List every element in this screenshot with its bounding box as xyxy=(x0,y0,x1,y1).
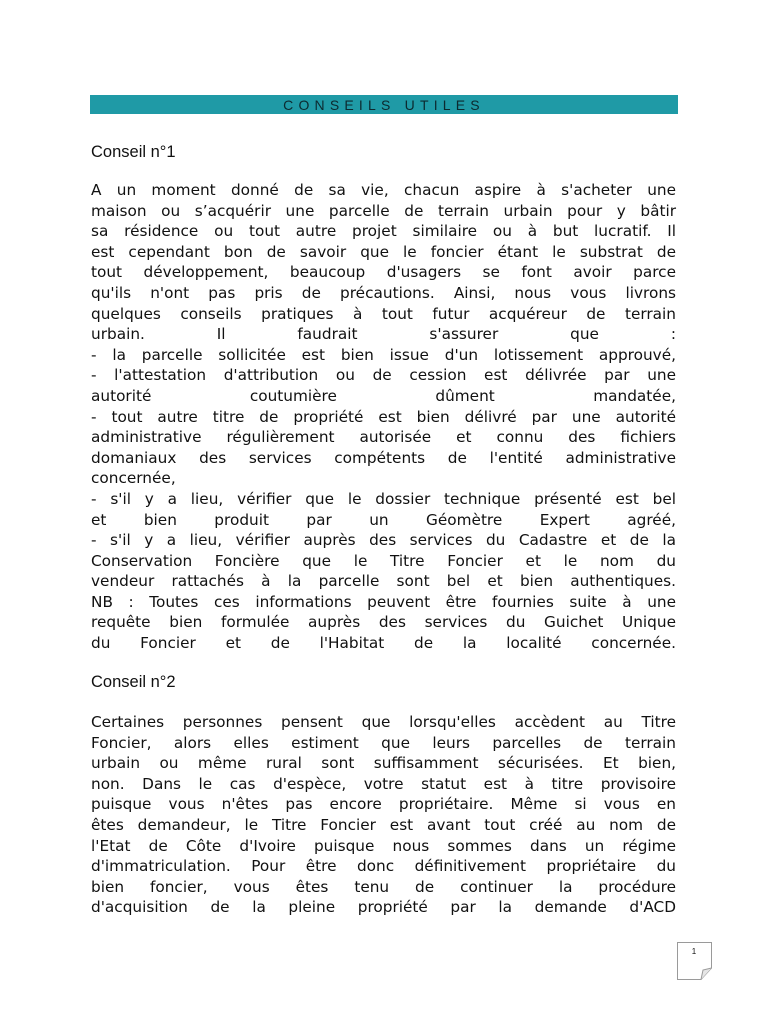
text-line: concernée, xyxy=(91,469,176,488)
text-line: domaniaux des services compétents de l'entité administrative xyxy=(91,448,676,467)
text-line: qu'ils n'ont pas pris de précautions. Ainsi, nous vous livrons xyxy=(91,283,676,302)
text-line: et bien produit par un Géomètre Expert agréé, xyxy=(91,510,676,529)
text-line: - s'il y a lieu, vérifier auprès des services du Cadastre et de la xyxy=(91,531,676,550)
text-line: Conservation Foncière que le Titre Foncier et le nom du xyxy=(91,551,676,570)
text-line: d'acquisition de la pleine propriété par la demande d'ACD xyxy=(91,898,676,917)
text-line: Foncier, alors elles estiment que leurs parcelles de terrain xyxy=(91,733,676,752)
text-line: êtes demandeur, le Titre Foncier est avant tout créé au nom de xyxy=(91,815,676,834)
page-number: 1 xyxy=(691,947,697,956)
text-line: NB : Toutes ces informations peuvent être fournies suite à une xyxy=(91,592,676,611)
text-line: autorité coutumière dûment mandatée, xyxy=(91,386,676,405)
text-line: urbain. Il faudrait s'assurer que : xyxy=(91,325,676,344)
text-line: bien foncier, vous êtes tenu de continuer la procédure xyxy=(91,877,676,896)
text-line: d'immatriculation. Pour être donc définitivement propriétaire du xyxy=(91,857,676,876)
text-line: est cependant bon de savoir que le foncier étant le substrat de xyxy=(91,242,676,261)
text-line: administrative régulièrement autorisée et connu des fichiers xyxy=(91,428,676,447)
text-line: puisque vous n'êtes pas encore propriétaire. Même si vous en xyxy=(91,795,676,814)
title-banner xyxy=(90,95,678,114)
section-heading-2: Conseil n°2 xyxy=(91,673,176,691)
text-line: - la parcelle sollicitée est bien issue d'un lotissement approuvé, xyxy=(91,345,676,364)
text-line: sa résidence ou tout autre projet similaire ou à but lucratif. Il xyxy=(91,222,676,241)
text-line: urbain ou même rural sont suffisamment sécurisées. Et bien, xyxy=(91,754,676,773)
page-title: CONSEILS UTILES xyxy=(283,96,485,113)
page-number-badge xyxy=(677,942,713,980)
text-line: du Foncier et de l'Habitat de la localité concernée. xyxy=(91,634,676,653)
section-heading-1: Conseil n°1 xyxy=(91,143,176,161)
text-line: Certaines personnes pensent que lorsqu'elles accèdent au Titre xyxy=(91,713,676,731)
text-line: - tout autre titre de propriété est bien délivré par une autorité xyxy=(91,407,676,426)
section-body-2 xyxy=(91,712,676,918)
section-body-1 xyxy=(91,180,676,654)
text-line: vendeur rattachés à la parcelle sont bel et bien authentiques. xyxy=(91,572,676,591)
text-line: maison ou s’acquérir une parcelle de terrain urbain pour y bâtir xyxy=(91,201,676,220)
text-line: A un moment donné de sa vie, chacun aspire à s'acheter une xyxy=(91,181,676,199)
text-line: requête bien formulée auprès des services du Guichet Unique xyxy=(91,613,676,632)
text-line: non. Dans le cas d'espèce, votre statut est à titre provisoire xyxy=(91,774,676,793)
text-line: tout développement, beaucoup d'usagers se font avoir parce xyxy=(91,263,676,282)
text-line: - l'attestation d'attribution ou de cession est délivrée par une xyxy=(91,366,676,385)
text-line: l'Etat de Côte d'Ivoire puisque nous sommes dans un régime xyxy=(91,836,676,855)
text-line: quelques conseils pratiques à tout futur acquéreur de terrain xyxy=(91,304,676,323)
text-line: - s'il y a lieu, vérifier que le dossier technique présenté est bel xyxy=(91,489,676,508)
